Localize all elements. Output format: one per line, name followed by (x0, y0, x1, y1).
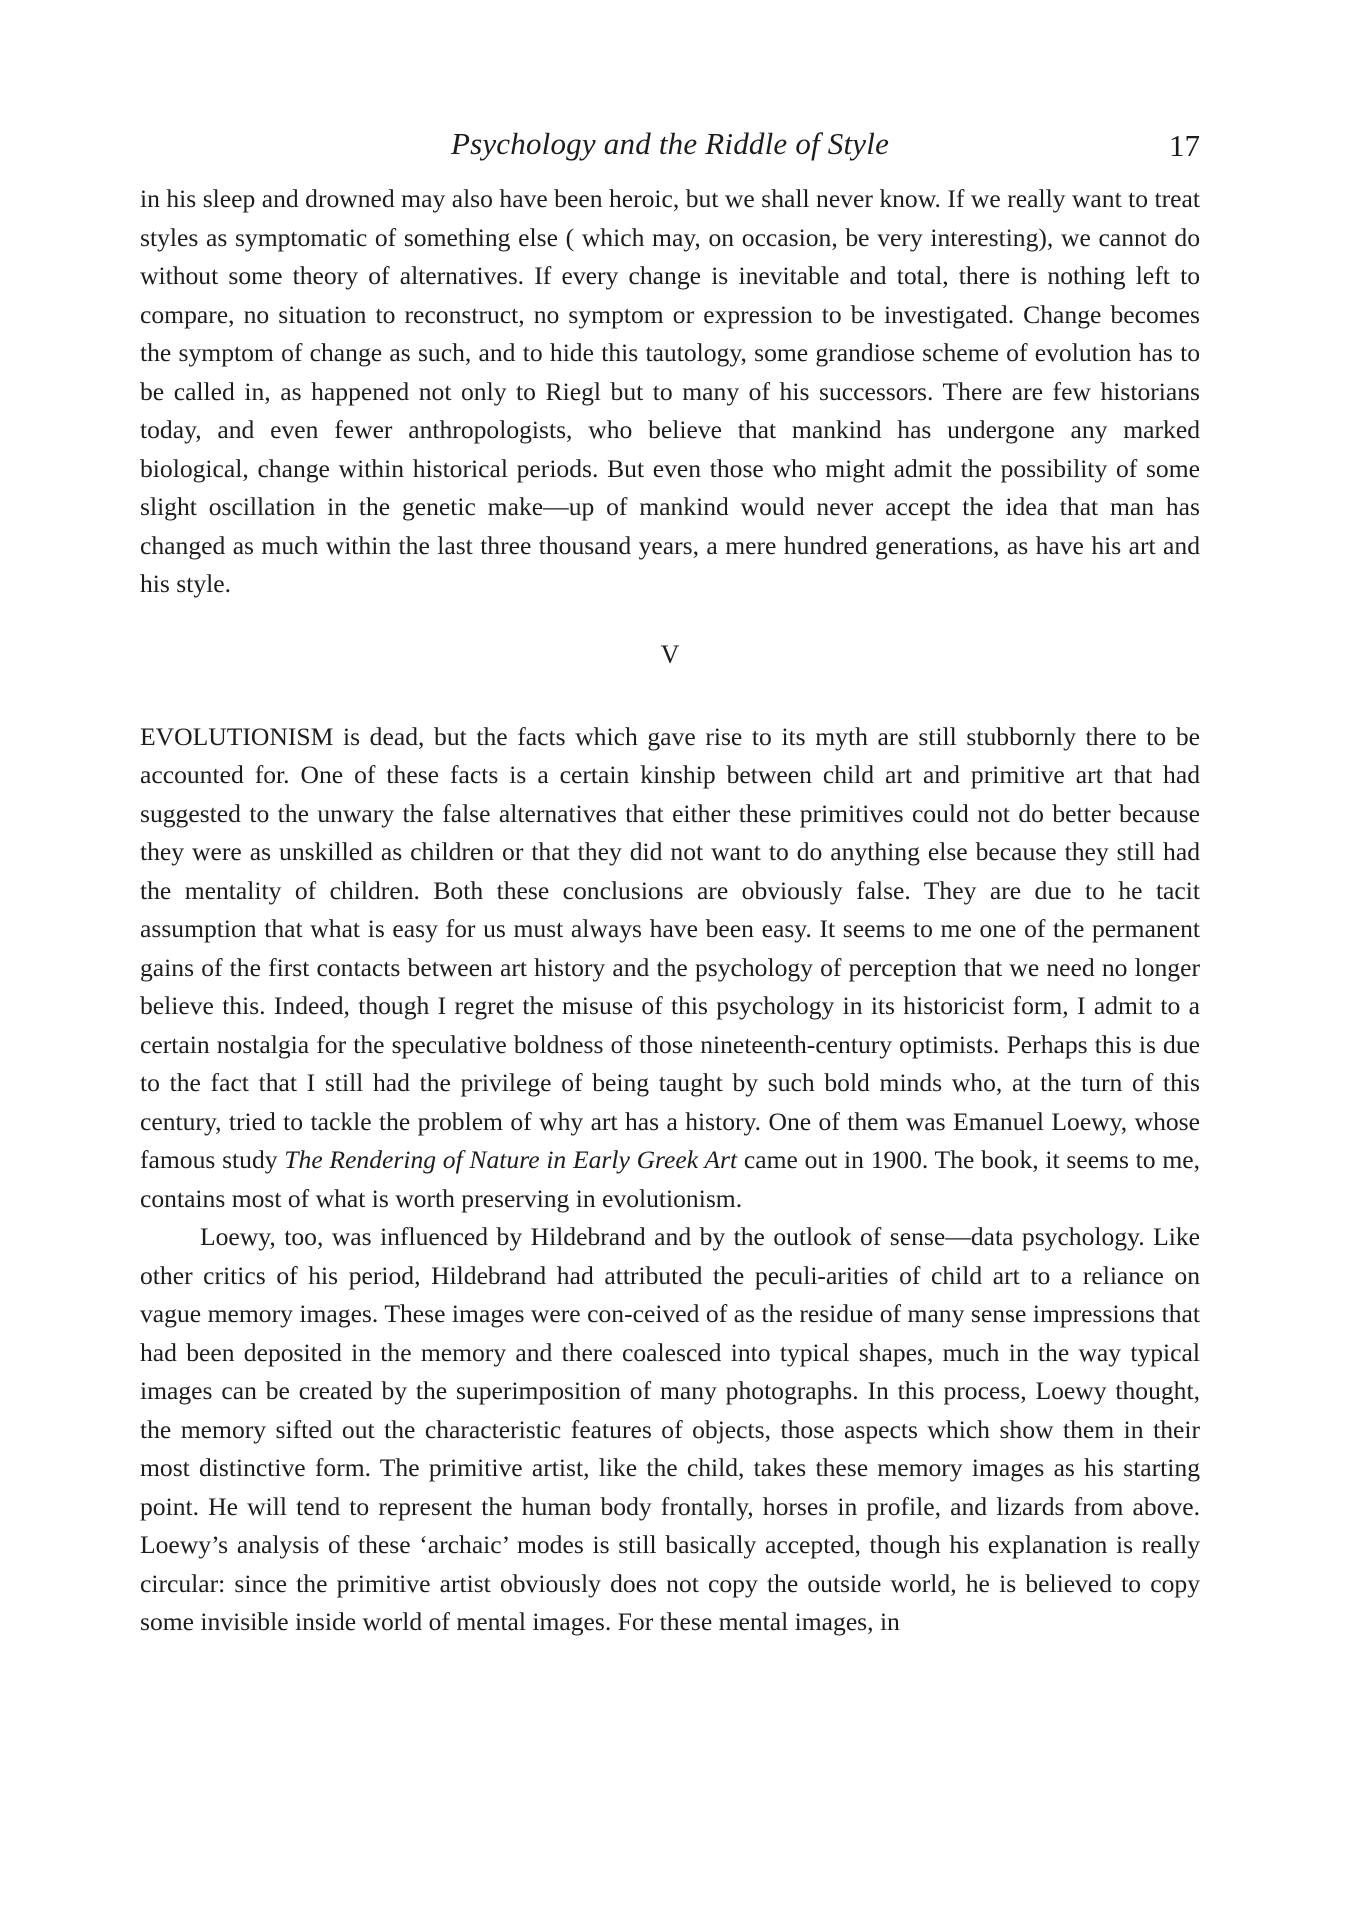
paragraph-evolutionism-text-b: came out in 1900. The book, it seems to me, contains most of what is worth preserving in evolutionism. (140, 1145, 1200, 1213)
paragraph-evolutionism (140, 718, 1200, 1219)
section-numeral: V (660, 639, 680, 669)
paragraph-continued: in his sleep and drowned may also have been heroic, but we shall never know. If we really want to treat styles as symptomatic of something else ( which may, on occasion, be very interesting), we cannot do without some theory of alternatives. If every change is inevitable and total, there is nothing left to compare, no situation to reconstruct, no symptom or expression to be investigated. Change becomes the symptom of change as such, and to hide this tautology, some grandiose scheme of evolution has to be called in, as happened not only to Riegl but to many of his successors. There are few historians today, and even fewer anthropologists, who believe that mankind has undergone any marked biological, change within historical periods. But even those who might admit the possibility of some slight oscillation in the genetic make—up of mankind would never accept the idea that man has changed as much within the last three thousand years, a mere hundred generations, as have his art and his style. (140, 184, 1200, 598)
paragraph-evolutionism-text-a: EVOLUTIONISM is dead, but the facts which gave rise to its myth are still stubbornly there to be accounted for. One of these facts is a certain kinship between child art and primitive art that had suggested to the unwary the false alternatives that either these primitives could not do better because they were as unskilled as children or that they did not want to do anything else because they still had the mentality of children. Both these conclusions are obviously false. They are due to he tacit assumption that what is easy for us must always have been easy. It seems to me one of the permanent gains of the first contacts between art history and the psychology of perception that we need no longer believe this. Indeed, though I regret the misuse of this psychology in its historicist form, I admit to a certain nostalgia for the speculative boldness of those nineteenth-century optimists. Perhaps this is due to the fact that I still had the privilege of being taught by such bold minds who, at the turn of this century, tried to tackle the problem of why art has a history. One of them was Emanuel Loewy, whose famous study (140, 721, 1200, 1174)
paragraph-loewy: Loewy, too, was influenced by Hildebrand and by the outlook of sense—data psychology. Like other critics of his period, Hildebrand had attributed the peculi-arities of child art to a reliance on vague memory images. These images were con-ceived of as the residue of many sense impressions that had been deposited in the memory and there coalesced into typical shapes, much in the way typical images can be created by the superimposition of many photographs. In this process, Loewy thought, the memory sifted out the characteristic features of objects, those aspects which show them in their most distinctive form. The primitive artist, like the child, takes these memory images as his starting point. He will tend to represent the human body frontally, horses in profile, and lizards from above. Loewy’s analysis of these ‘archaic’ modes is still basically accepted, though his explanation is really circular: since the primitive artist obviously does not copy the outside world, he is believed to copy some invisible inside world of mental images. For these mental images, in (140, 1222, 1200, 1636)
running-head (140, 120, 1200, 180)
page-number: 17 (1169, 128, 1200, 163)
book-page (140, 120, 1200, 1642)
book-title-italic: The Rendering of Nature in Early Greek Art (284, 1145, 738, 1174)
running-title: Psychology and the Riddle of Style (450, 126, 890, 161)
